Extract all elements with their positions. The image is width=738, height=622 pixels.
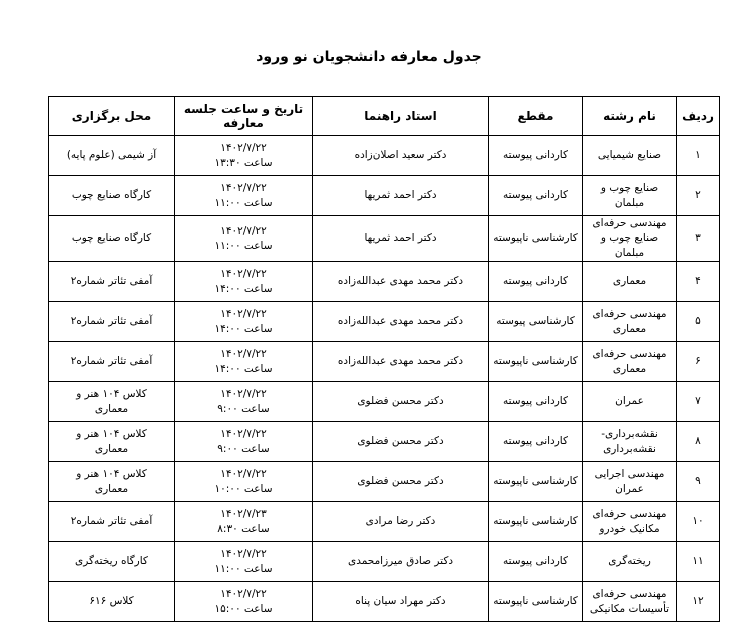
cell-datetime — [175, 462, 313, 502]
table-row — [49, 582, 720, 622]
cell-level: کاردانی پیوسته — [489, 422, 583, 462]
cell-level: کاردانی پیوسته — [489, 542, 583, 582]
cell-venue — [49, 462, 175, 502]
field-line: ریخته‌گری — [608, 555, 651, 567]
session-time: ساعت ۱۴:۰۰ — [214, 362, 273, 375]
field-line: مهندسی اجرایی — [594, 467, 665, 480]
cell-venue — [49, 382, 175, 422]
venue-line: آمفی تئاتر شماره۲ — [70, 355, 153, 367]
cell-advisor: دکتر محمد مهدی عبدالله‌زاده — [313, 262, 489, 302]
cell-level: کارشناسی پیوسته — [489, 302, 583, 342]
cell-field — [583, 502, 677, 542]
cell-advisor: دکتر محسن فضلوی — [313, 382, 489, 422]
table-row — [49, 502, 720, 542]
cell-field — [583, 422, 677, 462]
venue-line: کلاس ۱۰۴ هنر و — [76, 387, 147, 400]
cell-datetime — [175, 216, 313, 262]
field-line: صنایع چوب و مبلمان — [600, 181, 659, 209]
venue-line: آمفی تئاتر شماره۲ — [70, 275, 153, 287]
cell-field — [583, 302, 677, 342]
session-date: ۱۴۰۲/۷/۲۲ — [220, 141, 267, 154]
venue-line: کلاس ۶۱۶ — [89, 595, 134, 607]
cell-datetime — [175, 176, 313, 216]
table-row — [49, 422, 720, 462]
cell-field — [583, 342, 677, 382]
venue-line: معماری — [94, 442, 129, 455]
field-line: مهندسی حرفه‌ای — [592, 347, 667, 360]
header-index: ردیف — [677, 97, 720, 136]
field-line: نقشه‌برداری- — [601, 427, 658, 440]
venue-line: آمفی تئاتر شماره۲ — [70, 515, 153, 527]
cell-advisor: دکتر سعید اصلان‌زاده — [313, 136, 489, 176]
cell-venue — [49, 502, 175, 542]
cell-datetime — [175, 342, 313, 382]
cell-venue — [49, 422, 175, 462]
cell-advisor: دکتر محمد مهدی عبدالله‌زاده — [313, 302, 489, 342]
field-line: تأسیسات مکانیکی — [589, 602, 670, 615]
table-row — [49, 136, 720, 176]
session-time: ساعت ۱۰:۰۰ — [214, 482, 273, 495]
cell-index: ۱۰ — [677, 502, 720, 542]
session-date: ۱۴۰۲/۷/۲۲ — [220, 267, 267, 280]
session-time: ساعت ۹:۰۰ — [217, 402, 270, 415]
cell-datetime — [175, 542, 313, 582]
session-date: ۱۴۰۲/۷/۲۳ — [220, 507, 267, 520]
table-row — [49, 382, 720, 422]
field-line: مکانیک خودرو — [599, 522, 660, 535]
session-time: ساعت ۱۵:۰۰ — [214, 602, 273, 615]
cell-datetime — [175, 302, 313, 342]
table-row — [49, 262, 720, 302]
cell-level: کارشناسی ناپیوسته — [489, 342, 583, 382]
cell-index: ۳ — [677, 216, 720, 262]
field-line: مهندسی حرفه‌ای — [592, 507, 667, 520]
cell-datetime — [175, 422, 313, 462]
field-line: صنایع شیمیایی — [597, 149, 662, 161]
cell-venue — [49, 136, 175, 176]
cell-advisor: دکتر صادق میرزامحمدی — [313, 542, 489, 582]
cell-field — [583, 136, 677, 176]
venue-line: کارگاه صنایع چوب — [71, 232, 152, 244]
cell-advisor: دکتر رضا مرادی — [313, 502, 489, 542]
cell-index: ۲ — [677, 176, 720, 216]
cell-index: ۸ — [677, 422, 720, 462]
cell-venue — [49, 582, 175, 622]
header-advisor: استاد راهنما — [313, 97, 489, 136]
cell-level: کارشناسی ناپیوسته — [489, 502, 583, 542]
venue-line: کلاس ۱۰۴ هنر و — [76, 427, 147, 440]
cell-venue — [49, 342, 175, 382]
venue-line: کلاس ۱۰۴ هنر و — [76, 467, 147, 480]
cell-field — [583, 262, 677, 302]
header-field: نام رشته — [583, 97, 677, 136]
session-date: ۱۴۰۲/۷/۲۲ — [220, 387, 267, 400]
cell-level: کارشناسی ناپیوسته — [489, 582, 583, 622]
cell-field — [583, 382, 677, 422]
header-datetime: تاریخ و ساعت جلسه معارفه — [175, 97, 313, 136]
cell-level: کاردانی پیوسته — [489, 176, 583, 216]
venue-line: آز شیمی (علوم پایه) — [66, 149, 157, 161]
cell-advisor: دکتر مهراد سیان پناه — [313, 582, 489, 622]
table-row — [49, 176, 720, 216]
cell-index: ۵ — [677, 302, 720, 342]
cell-advisor: دکتر محسن فضلوی — [313, 462, 489, 502]
cell-level: کاردانی پیوسته — [489, 136, 583, 176]
cell-venue — [49, 216, 175, 262]
page-title: جدول معارفه دانشجویان نو ورود — [256, 49, 482, 65]
table-row — [49, 302, 720, 342]
venue-line: معماری — [94, 402, 129, 415]
table-body — [49, 136, 720, 622]
field-line: معماری — [612, 275, 647, 287]
table-row — [49, 342, 720, 382]
venue-line: آمفی تئاتر شماره۲ — [70, 315, 153, 327]
venue-line: کارگاه ریخته‌گری — [75, 555, 148, 567]
cell-field — [583, 582, 677, 622]
field-line: صنایع چوب و مبلمان — [600, 232, 659, 259]
field-line: نقشه‌برداری — [603, 442, 656, 455]
cell-index: ۱۲ — [677, 582, 720, 622]
venue-line: معماری — [94, 482, 129, 495]
header-venue: محل برگزاری — [49, 97, 175, 136]
cell-index: ۶ — [677, 342, 720, 382]
cell-index: ۹ — [677, 462, 720, 502]
cell-advisor: دکتر محمد مهدی عبدالله‌زاده — [313, 342, 489, 382]
cell-datetime — [175, 136, 313, 176]
cell-datetime — [175, 502, 313, 542]
session-time: ساعت ۱۴:۰۰ — [214, 322, 273, 335]
cell-datetime — [175, 582, 313, 622]
table-row — [49, 216, 720, 262]
cell-index: ۱۱ — [677, 542, 720, 582]
cell-datetime — [175, 382, 313, 422]
intro-schedule-table — [48, 96, 720, 622]
session-time: ساعت ۸:۳۰ — [217, 522, 270, 535]
field-line: معماری — [612, 322, 647, 335]
cell-level: کارشناسی ناپیوسته — [489, 216, 583, 262]
cell-index: ۷ — [677, 382, 720, 422]
session-date: ۱۴۰۲/۷/۲۲ — [220, 587, 267, 600]
cell-level: کاردانی پیوسته — [489, 262, 583, 302]
cell-venue — [49, 542, 175, 582]
header-level: مقطع — [489, 97, 583, 136]
cell-field — [583, 216, 677, 262]
cell-datetime — [175, 262, 313, 302]
cell-field — [583, 176, 677, 216]
table-row — [49, 542, 720, 582]
cell-venue — [49, 302, 175, 342]
session-date: ۱۴۰۲/۷/۲۲ — [220, 347, 267, 360]
cell-advisor: دکتر احمد ثمریها — [313, 176, 489, 216]
field-line: مهندسی حرفه‌ای — [592, 217, 667, 229]
session-date: ۱۴۰۲/۷/۲۲ — [220, 224, 267, 237]
venue-line: کارگاه صنایع چوب — [71, 189, 152, 201]
session-date: ۱۴۰۲/۷/۲۲ — [220, 427, 267, 440]
session-date: ۱۴۰۲/۷/۲۲ — [220, 181, 267, 194]
cell-index: ۴ — [677, 262, 720, 302]
session-time: ساعت ۱۱:۰۰ — [214, 562, 273, 575]
session-date: ۱۴۰۲/۷/۲۲ — [220, 547, 267, 560]
field-line: مهندسی حرفه‌ای — [592, 587, 667, 600]
session-time: ساعت ۱۴:۰۰ — [214, 282, 273, 295]
cell-venue — [49, 176, 175, 216]
cell-advisor: دکتر احمد ثمریها — [313, 216, 489, 262]
session-time: ساعت ۱۳:۳۰ — [214, 156, 273, 169]
session-date: ۱۴۰۲/۷/۲۲ — [220, 307, 267, 320]
field-line: عمران — [615, 482, 644, 495]
cell-venue — [49, 262, 175, 302]
cell-advisor: دکتر محسن فضلوی — [313, 422, 489, 462]
session-time: ساعت ۱۱:۰۰ — [214, 196, 273, 209]
cell-field — [583, 542, 677, 582]
session-time: ساعت ۱۱:۰۰ — [214, 239, 273, 252]
table-row — [49, 462, 720, 502]
session-date: ۱۴۰۲/۷/۲۲ — [220, 467, 267, 480]
field-line: عمران — [615, 395, 644, 407]
field-line: مهندسی حرفه‌ای — [592, 307, 667, 320]
cell-level: کاردانی پیوسته — [489, 382, 583, 422]
cell-level: کارشناسی ناپیوسته — [489, 462, 583, 502]
cell-field — [583, 462, 677, 502]
session-time: ساعت ۹:۰۰ — [217, 442, 270, 455]
cell-index: ۱ — [677, 136, 720, 176]
field-line: معماری — [612, 362, 647, 375]
table-header-row — [49, 97, 720, 136]
